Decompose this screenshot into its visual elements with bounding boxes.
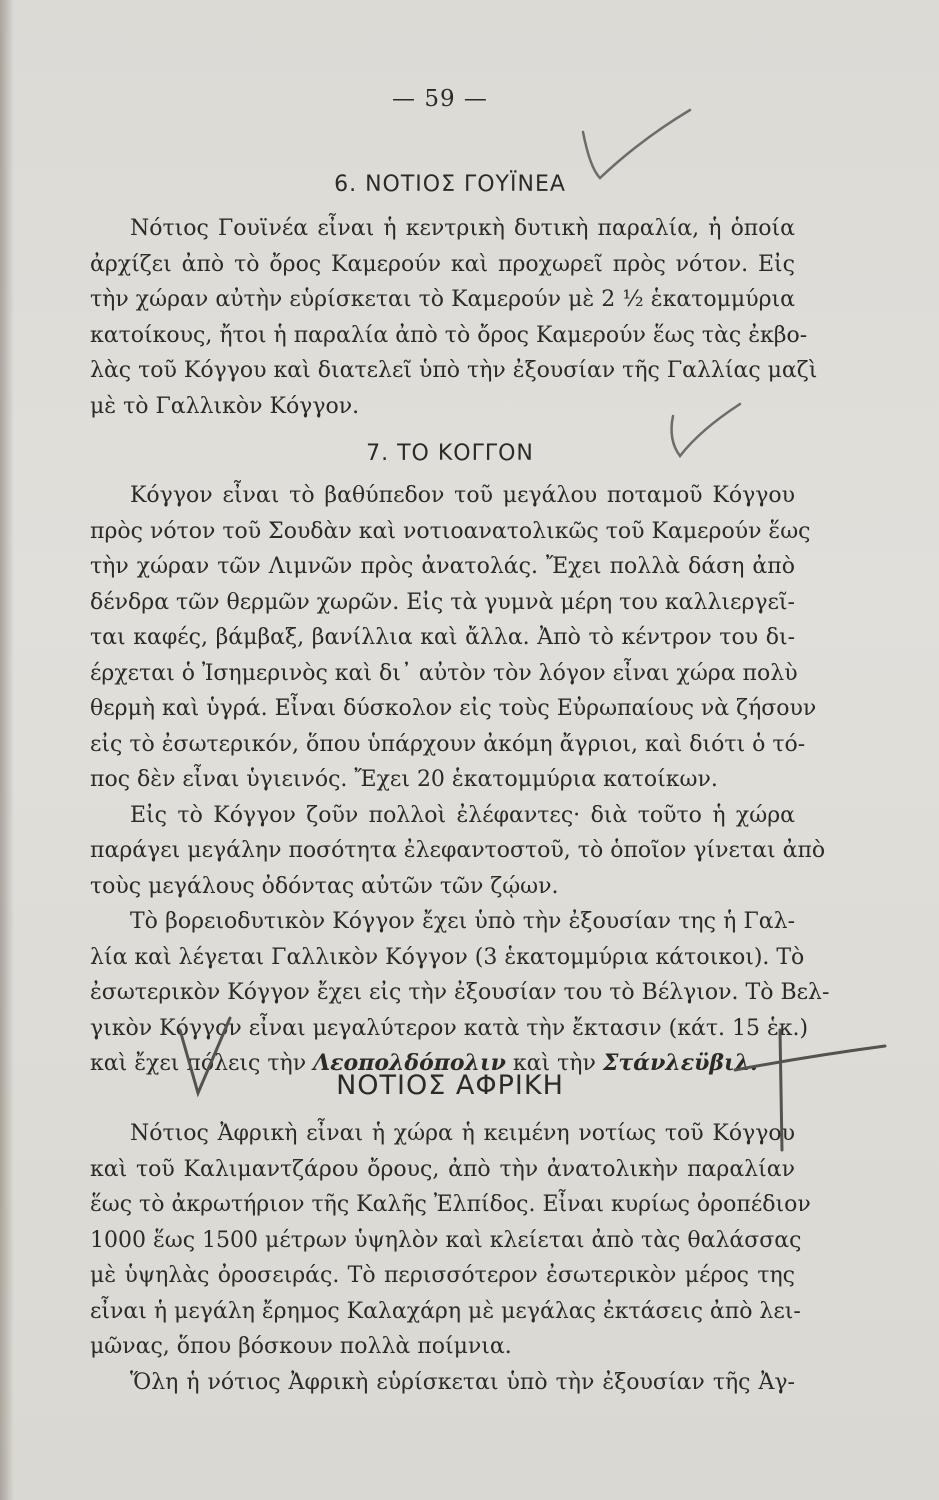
text-line: μῶνας, ὅπου βόσκουν πολλὰ ποίμνια. — [90, 1334, 512, 1359]
heading-congo: 7. ΤΟ ΚΟΓΓΟΝ — [366, 441, 534, 466]
text-line: ται καφές, βάμβαξ, βανίλλια καὶ ἄλλα. Ἀπὸ τὸ κέντρον του δι- — [90, 625, 795, 650]
text-line: Νότιος Ἀφρικὴ εἶναι ἡ χώρα ἡ κειμένη νοτίως τοῦ Κόγγου — [130, 1121, 795, 1146]
text-line: εἶναι ἡ μεγάλη ἔρημος Καλαχάρη μὲ μεγάλας ἐκτάσεις ἀπὸ λει- — [90, 1298, 801, 1324]
text-line: Τὸ βορειοδυτικὸν Κόγγον ἔχει ὑπὸ τὴν ἐξουσίαν της ἡ Γαλ- — [130, 909, 795, 934]
city-name-leopoldville: Λεοπολδόπολιν — [313, 1050, 506, 1076]
text-line: μὲ ὑψηλὰς ὀροσειράς. Τὸ περισσότερον ἐσωτερικὸν μέρος της — [90, 1263, 795, 1288]
text-line: 1000 ἕως 1500 μέτρων ὑψηλὸν καὶ κλείεται ἀπὸ τὰς θαλάσσας — [90, 1227, 802, 1253]
text-line: τοὺς μεγάλους ὀδόντας αὐτῶν τῶν ζῴων. — [90, 873, 559, 899]
text-line: γικὸν Κόγγον εἶναι μεγαλύτερον κατὰ τὴν ἔκτασιν (κάτ. 15 ἑκ.) — [90, 1015, 809, 1041]
text-line: θερμὴ καὶ ὑγρά. Εἶναι δύσκολον εἰς τοὺς Εὐρωπαίους νὰ ζήσουν — [90, 696, 817, 721]
paragraph-south-guinea — [90, 211, 818, 424]
text-line: καὶ τοῦ Καλιμαντζάρου ὄρους, ἀπὸ τὴν ἀνατολικὴν παραλίαν — [90, 1156, 795, 1182]
text-fragment: καὶ ἔχει πόλεις τὴν — [90, 1051, 314, 1076]
text-line: ἀρχίζει ἀπὸ τὸ ὄρος Καμερούν καὶ προχωρεῖ πρὸς νότον. Εἰς — [90, 251, 795, 277]
text-line: πρὸς νότον τοῦ Σουδὰν καὶ νοτιοανατολικῶς τοῦ Καμερούν ἕως — [90, 518, 811, 544]
paragraph-south-africa — [90, 1116, 811, 1400]
heading-south-africa: ΝΟΤΙΟΣ ΑΦΡΙΚΗ — [336, 1070, 564, 1101]
city-name-stanleyville: Στάνλεϋβιλ. — [602, 1050, 758, 1076]
text-line: έρχεται ὁ Ἰσημερινὸς καὶ δι᾽ αὐτὸν τὸν λόγον εἶναι χώρα πολὺ — [90, 660, 798, 686]
text-line: δένδρα τῶν θερμῶν χωρῶν. Εἰς τὰ γυμνὰ μέρη του καλλιεργεῖ- — [90, 589, 795, 615]
heading-south-guinea: 6. ΝΟΤΙΟΣ ΓΟΥΪΝΕΑ — [334, 172, 566, 197]
text-line: Εἰς τὸ Κόγγον ζοῦν πολλοὶ ἐλέφαντες· διὰ τοῦτο ἡ χώρα — [130, 802, 795, 828]
text-line: Νότιος Γουϊνέα εἶναι ἡ κεντρικὴ δυτικὴ παραλία, ἡ ὁποία — [130, 216, 795, 241]
text-line: εἰς τὸ ἐσωτερικόν, ὅπου ὑπάρχουν ἀκόμη ἄγριοι, καὶ διότι ὁ τό- — [90, 731, 806, 757]
paragraph-congo — [90, 478, 830, 1082]
text-line: λία καὶ λέγεται Γαλλικὸν Κόγγον (3 ἑκατομμύρια κάτοικοι). Τὸ — [90, 944, 805, 970]
text-line: κατοίκους, ἤτοι ἡ παραλία ἀπὸ τὸ ὄρος Καμερούν ἕως τὰς ἐκβο- — [90, 322, 808, 348]
text-fragment: καὶ τὴν — [505, 1051, 603, 1076]
text-line: παράγει μεγάλην ποσότητα ἐλεφαντοστοῦ, τὸ ὁποῖον γίνεται ἀπὸ — [90, 838, 826, 863]
text-line: Ὅλη ἡ νότιος Ἀφρικὴ εὑρίσκεται ὑπὸ τὴν ἐξουσίαν τῆς Ἀγ- — [130, 1369, 795, 1395]
text-line: τὴν χώραν αὐτὴν εὑρίσκεται τὸ Καμερούν μὲ 2 ½ ἑκατομμύρια — [90, 287, 795, 312]
check-mark-icon — [583, 110, 690, 178]
text-line: Κόγγον εἶναι τὸ βαθύπεδον τοῦ μεγάλου ποταμοῦ Κόγγου — [130, 483, 795, 508]
text-line: πος δὲν εἶναι ὑγιεινός. Ἔχει 20 ἑκατομμύρια κατοίκων. — [90, 767, 718, 792]
text-line: λὰς τοῦ Κόγγου καὶ διατελεῖ ὑπὸ τὴν ἐξουσίαν τῆς Γαλλίας μαζὶ — [90, 358, 818, 383]
text-line: ἕως τὸ ἀκρωτήριον τῆς Καλῆς Ἐλπίδος. Εἶναι κυρίως ὀροπέδιον — [90, 1192, 811, 1217]
page-number: — 59 — — [392, 86, 488, 112]
text-line: τὴν χώραν τῶν Λιμνῶν πρὸς ἀνατολάς. Ἔχει πολλὰ δάση ἀπὸ — [90, 554, 795, 579]
text-line: μὲ τὸ Γαλλικὸν Κόγγον. — [90, 393, 360, 419]
text-line: ἐσωτερικὸν Κόγγον ἔχει εἰς τὴν ἐξουσίαν του τὸ Βέλγιον. Τὸ Βελ- — [90, 980, 830, 1005]
